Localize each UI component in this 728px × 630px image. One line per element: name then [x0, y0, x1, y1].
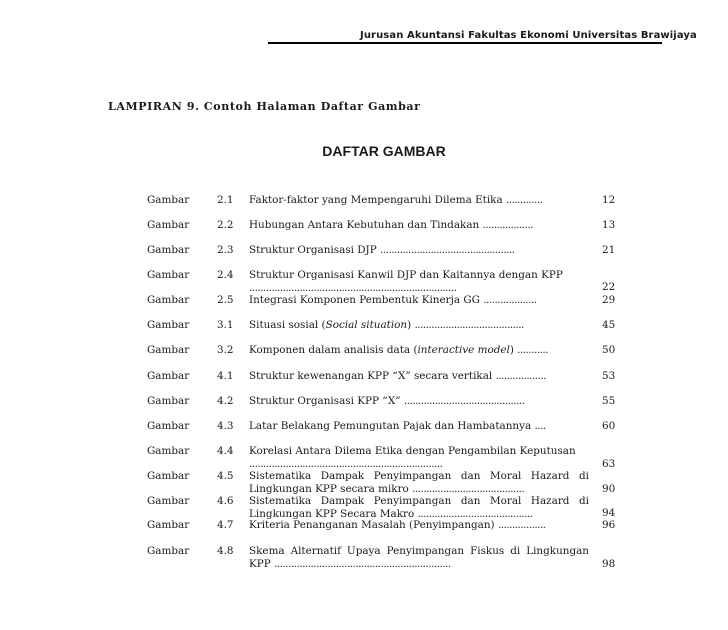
entry-number: 2.5 [217, 294, 234, 306]
entry-title: Korelasi Antara Dilema Etika dengan Pengambilan Keputusan [249, 445, 576, 457]
entry-page: 53 [602, 370, 616, 382]
entry-title: Kriteria Penanganan Masalah (Penyimpangan) [249, 519, 495, 531]
entry-page: 29 [602, 294, 616, 306]
entry-page: 96 [602, 519, 616, 531]
entry-title-italic: interactive model [417, 344, 510, 356]
entry-number: 2.4 [217, 269, 234, 281]
entry-kind: Gambar [147, 319, 190, 331]
entry-page: 94 [602, 507, 616, 519]
entry-title: Komponen dalam analisis data ( [249, 344, 418, 356]
entry-kind: Gambar [147, 495, 190, 507]
entry-kind: Gambar [147, 219, 190, 231]
entry-number: 4.7 [217, 519, 234, 531]
entry-title: Struktur Organisasi DJP [249, 244, 377, 256]
entry-kind: Gambar [147, 545, 190, 557]
entry-number: 3.1 [217, 319, 234, 331]
entry-number: 4.2 [217, 395, 234, 407]
entry-title: Hubungan Antara Kebutuhan dan Tindakan [249, 219, 480, 231]
entry-title: Integrasi Komponen Pembentuk Kinerja GG [249, 294, 480, 306]
entry-number: 2.3 [217, 244, 234, 256]
entry-kind: Gambar [147, 470, 190, 482]
entry-number: 4.4 [217, 445, 234, 457]
entry-number: 2.2 [217, 219, 234, 231]
page-title: DAFTAR GAMBAR [322, 143, 446, 159]
entry-kind: Gambar [147, 244, 190, 256]
entry-leader: ................... [483, 294, 537, 306]
entry-page: 13 [602, 219, 616, 231]
entry-page: 12 [602, 194, 616, 206]
entry-page: 63 [602, 458, 616, 470]
entry-kind: Gambar [147, 370, 190, 382]
appendix-label: LAMPIRAN 9. Contoh Halaman Daftar Gambar [108, 100, 421, 113]
entry-leader: .................. [495, 370, 546, 382]
entry-leader: ............................................................... [274, 557, 451, 570]
entry-kind: Gambar [147, 294, 190, 306]
entry-page: 55 [602, 395, 616, 407]
entry-kind: Gambar [147, 445, 190, 457]
entry-leader: ............. [505, 194, 543, 206]
entry-title-italic: Social situation [325, 319, 408, 331]
entry-number: 4.6 [217, 495, 234, 507]
entry-page: 22 [602, 281, 616, 293]
entry-number: 4.1 [217, 370, 234, 382]
entry-title: Struktur kewenangan KPP “X” secara vertikal [249, 370, 493, 382]
entry-kind: Gambar [147, 344, 190, 356]
entry-kind: Gambar [147, 420, 190, 432]
entry-page: 60 [602, 420, 616, 432]
entry-kind: Gambar [147, 194, 190, 206]
entry-leader: ......................................... [417, 507, 533, 520]
entry-kind: Gambar [147, 395, 190, 407]
entry-leader: ........... [517, 344, 549, 356]
entry-title: Faktor-faktor yang Mempengaruhi Dilema Etika [249, 194, 503, 206]
entry-title-end: ) [509, 344, 514, 356]
entry-leader: ................. [497, 519, 546, 531]
entry-number: 2.1 [217, 194, 234, 206]
entry-number: 4.8 [217, 545, 234, 557]
entry-leader: ........................................... [403, 395, 525, 407]
entry-page: 50 [602, 344, 616, 356]
entry-leader: ........................................ [412, 482, 525, 495]
entry-title-end: ) [407, 319, 412, 331]
entry-page: 21 [602, 244, 616, 256]
entry-leader: .................. [482, 219, 533, 231]
entry-title: Struktur Organisasi Kanwil DJP dan Kaitannya dengan KPP [249, 269, 563, 281]
entry-kind: Gambar [147, 269, 190, 281]
entry-leader: .... [534, 420, 546, 432]
entry-leader: ..................................................................... [249, 457, 443, 470]
entry-page: 90 [602, 483, 616, 495]
entry-title: Latar Belakang Pemungutan Pajak dan Hambatannya [249, 420, 532, 432]
running-header: Jurusan Akuntansi Fakultas Ekonomi Universitas Brawijaya [360, 30, 697, 41]
entry-leader: ................................................ [380, 244, 515, 256]
entry-title: Struktur Organisasi KPP “X” [249, 395, 401, 407]
entry-title: Skema Alternatif Upaya Penyimpangan Fiskus di Lingkungan KPP [249, 545, 589, 570]
entry-leader: ....................................... [414, 319, 524, 331]
entry-number: 4.3 [217, 420, 234, 432]
entry-kind: Gambar [147, 519, 190, 531]
entry-number: 3.2 [217, 344, 234, 356]
entry-page: 98 [602, 558, 616, 570]
entry-title: Situasi sosial ( [249, 319, 326, 331]
entry-title: Sistematika Dampak Penyimpangan dan Moral Hazard di Lingkungan KPP Secara Makro [249, 495, 589, 520]
entry-leader: .......................................................................... [249, 281, 457, 294]
entry-page: 45 [602, 319, 616, 331]
entry-title: Sistematika Dampak Penyimpangan dan Moral Hazard di Lingkungan KPP secara mikro [249, 470, 589, 495]
entry-number: 4.5 [217, 470, 234, 482]
